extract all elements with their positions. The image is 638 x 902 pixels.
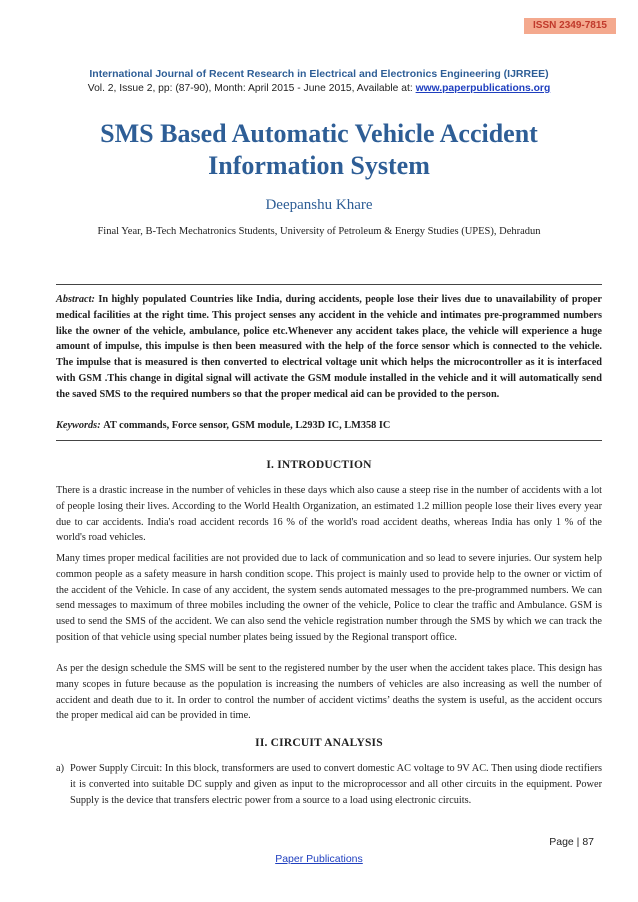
intro-paragraph-3: As per the design schedule the SMS will be sent to the registered number by the user when the accident takes place. This design has many scopes in future because as the population is increasing the numbers of vehicles are also increasing as well the number of accident and death due to it. In order to control the number of accident victims’ deaths the system is useful, as the accident occurs the proper medical aid can be provided in time. (56, 663, 602, 722)
list-item-label: a) (56, 763, 64, 774)
list-item (56, 761, 602, 808)
section-heading-introduction: I. INTRODUCTION (266, 459, 372, 471)
divider-top (56, 284, 602, 285)
keywords (56, 418, 602, 434)
section-heading-circuit-analysis: II. CIRCUIT ANALYSIS (255, 737, 383, 749)
abstract-text: In highly populated Countries like India, during accidents, people lose their lives due to unavailability of proper medical facilities at the right time. This project senses any accident in the vehicle and intimates pre-programmed numbers like the owner of the vehicle, ambulance, police etc.Whenever any accident takes place, the vehicle will experience a huge amount of impulse, this impulse is then been measured with the help of the force sensor which is connected to the vehicle. The impulse that is measured is then converted to electrical voltage unit which helps the microcontroller as it is interfaced with GSM .This change in digital signal will activate the GSM module installed in the vehicle and it will automatically send the saved SMS to the required numbers so that the proper medical aid can be provided to the person. (56, 294, 602, 400)
intro-paragraph-1: There is a drastic increase in the number of vehicles in these days which also cause a steep rise in the number of accidents with a lot of people losing their lives. According to the World Health Organization, an estimated 1.2 million people lose their lives every year due to car accidents. India's road accident records 16 % of the world's road accident deaths, whereas India has only 1 % of the world's road vehicles. (56, 485, 602, 544)
author-affiliation: Final Year, B-Tech Mechatronics Students, University of Petroleum & Energy Studies (UPES), Dehradun (97, 226, 541, 237)
keywords-label: Keywords: (56, 420, 101, 431)
volume-info (0, 83, 638, 94)
list-item-text: Power Supply Circuit: In this block, transformers are used to convert domestic AC voltage to 9V AC. Then using diode rectifiers it is converted into suitable DC supply and given as input to the microprocessor and all other circuits in the equipment. Power Supply is the device that transfers electric power from a source to a load using electronic circuits. (70, 763, 602, 806)
journal-name: International Journal of Recent Research in Electrical and Electronics Engineering (IJRREE) (89, 68, 549, 80)
abstract (56, 292, 602, 403)
volume-text: Vol. 2, Issue 2, pp: (87-90), Month: April 2015 - June 2015, Available at: (87, 83, 413, 94)
abstract-label: Abstract: (56, 294, 95, 305)
issn-badge: ISSN 2349-7815 (524, 18, 616, 34)
divider-bottom (56, 440, 602, 441)
intro-paragraph-2: Many times proper medical facilities are not provided due to lack of communication and so lead to severe injuries. Our system help common people as a safety measure in harsh condition scope. This project is mainly used to provide help to the owner or victim of the accident of the Vehicle. In case of any accident, the system sends automated messages to the pre-programmed numbers. We can send messages to maximum of three mobiles including the owner of the vehicle, Police to clear the traffic and Ambulance. GSM is used to send the SMS of the accident. We can also send the vehicle registration number through the SMS by which we can track the position of that vehicle using special number plates being issued by the Regional transport office. (56, 553, 602, 643)
publisher-link[interactable]: Paper Publications (275, 853, 363, 865)
journal-url-link[interactable]: www.paperpublications.org (415, 83, 551, 94)
paper-title: SMS Based Automatic Vehicle Accident Information System (100, 119, 538, 180)
page-number: Page | 87 (549, 836, 594, 848)
keywords-text: AT commands, Force sensor, GSM module, L293D IC, LM358 IC (103, 420, 391, 431)
author-name: Deepanshu Khare (265, 197, 373, 213)
